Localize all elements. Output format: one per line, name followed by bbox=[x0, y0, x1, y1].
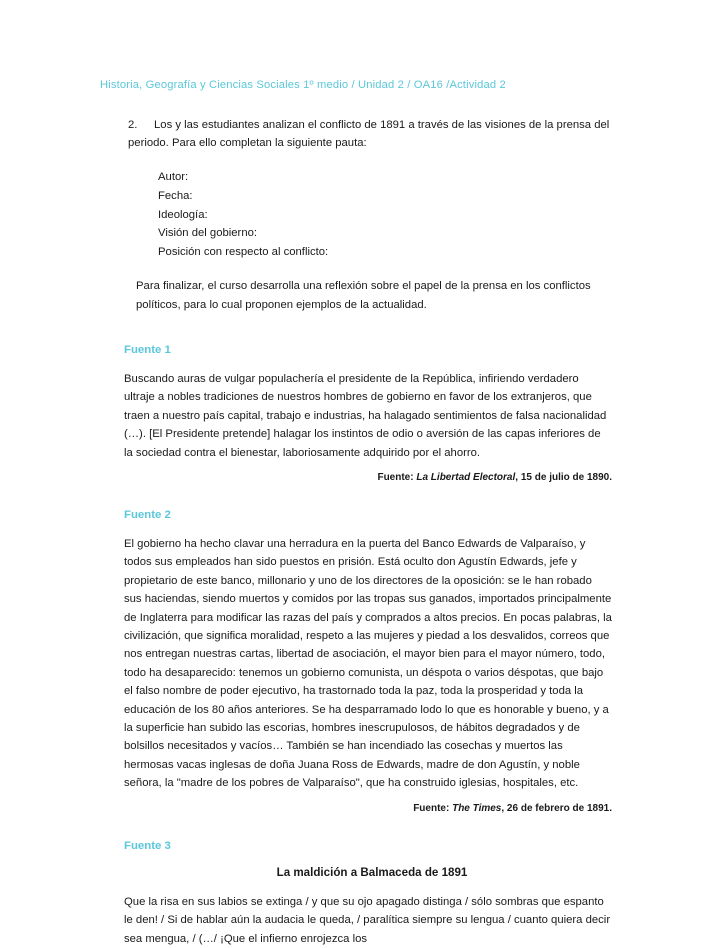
activity-intro bbox=[128, 116, 610, 153]
source-2-heading: Fuente 2 bbox=[124, 509, 171, 522]
list-item: Posición con respecto al conflicto: bbox=[158, 245, 329, 258]
source-1-attrib-title: La Libertad Electoral bbox=[416, 472, 516, 484]
breadcrumb: Historia, Geografía y Ciencias Sociales 1º medio / Unidad 2 / OA16 /Actividad 2 bbox=[100, 79, 506, 91]
source-2 bbox=[100, 509, 620, 814]
list-item: Fecha: bbox=[158, 189, 193, 202]
source-1-attrib-suffix: , 15 de julio de 1890. bbox=[515, 472, 612, 484]
source-3-body: Que la risa en sus labios se extinga / y que su ojo apagado distinga / sólo sombras que espanto le den! / Si de hablar aún la audacia le queda, / paralítica siempre su lengua / cuanto quiera decir sea mengua, / (…/ ¡Que el infierno enrojezca los bbox=[124, 895, 611, 945]
source-2-attrib-title: The Times bbox=[452, 802, 502, 814]
list-item: Visión del gobierno: bbox=[158, 227, 258, 240]
list-item: Autor: bbox=[158, 171, 189, 184]
list-item: Ideología: bbox=[158, 208, 208, 221]
source-1 bbox=[100, 344, 620, 483]
source-2-attribution bbox=[100, 803, 612, 814]
activity-number: 2. bbox=[128, 118, 138, 131]
source-2-attrib-prefix: Fuente: bbox=[413, 802, 453, 814]
activity-closing-text: Para finalizar, el curso desarrolla una reflexión sobre el papel de la prensa en los conflictos políticos, para lo cual proponen ejemplos de la actualidad. bbox=[136, 280, 591, 311]
source-2-body: El gobierno ha hecho clavar una herradura en la puerta del Banco Edwards de Valparaíso, y todos sus empleados han sido puestos en prisión. Está oculto don Agustín Edwards, jefe y propietario de este banco, millonario y uno de los directores de la oposición: se le han robado sus haciendas, siendo muertos y comidos por las tropas sus ganados, importados principalmente de Inglaterra para modificar las razas del país y comprados a altos precios. En pocas palabras, la civilización, que significa moralidad, respeto a las mujeres y piedad a los desvalidos, correos que nos entregan nuestras cartas, libertad de asociación, el mayor bien para el mayor número, todo, todo ha desaparecido: tenemos un gobierno comunista, un déspota o varios déspotas, que bajo el falso nombre de poder ejecutivo, ha trastornado toda la paz, toda la prosperidad y toda la educación de los 80 años anteriores. Se ha desparramado lodo lo que es honorable y bueno, y a la superficie han subido las escorias, hombres inescrupulosos, de hábitos degradados y de bolsillos necesitados y vacíos… También se han incendiado las cosechas y muertos las hermosas vacas inglesas de doña Juana Ross de Edwards, madre de don Agustín, y noble señora, la "madre de los pobres de Valparaíso", que ha construido iglesias, hospitales, etc. bbox=[124, 538, 612, 790]
pauta-field-list bbox=[158, 168, 610, 261]
activity-intro-text: Los y las estudiantes analizan el conflicto de 1891 a través de las visiones de la prensa del periodo. Para ello completan la siguiente pauta: bbox=[128, 118, 610, 149]
source-1-attribution bbox=[100, 472, 612, 483]
source-1-body: Buscando auras de vulgar populachería el presidente de la República, infiriendo verdadero ultraje a nobles tradiciones de nuestros hombres de gobierno en favor de los extranjeros, que traen a nuestro país capital, trabajo e industrias, ha halagado sentimientos de falsa nacionalidad (…). [El Presidente pretende] halagar los instintos de odio o aversión de las capas inferiores de la sociedad contra el bienestar, laboriosamente adquirido por el ahorro. bbox=[124, 372, 607, 459]
source-2-attrib-suffix: , 26 de febrero de 1891. bbox=[501, 802, 612, 814]
activity-block bbox=[128, 116, 610, 314]
source-1-heading: Fuente 1 bbox=[124, 343, 171, 356]
source-1-attrib-prefix: Fuente: bbox=[377, 472, 417, 484]
source-3-title: La maldición a Balmaceda de 1891 bbox=[276, 865, 468, 879]
source-3-heading: Fuente 3 bbox=[124, 839, 171, 852]
